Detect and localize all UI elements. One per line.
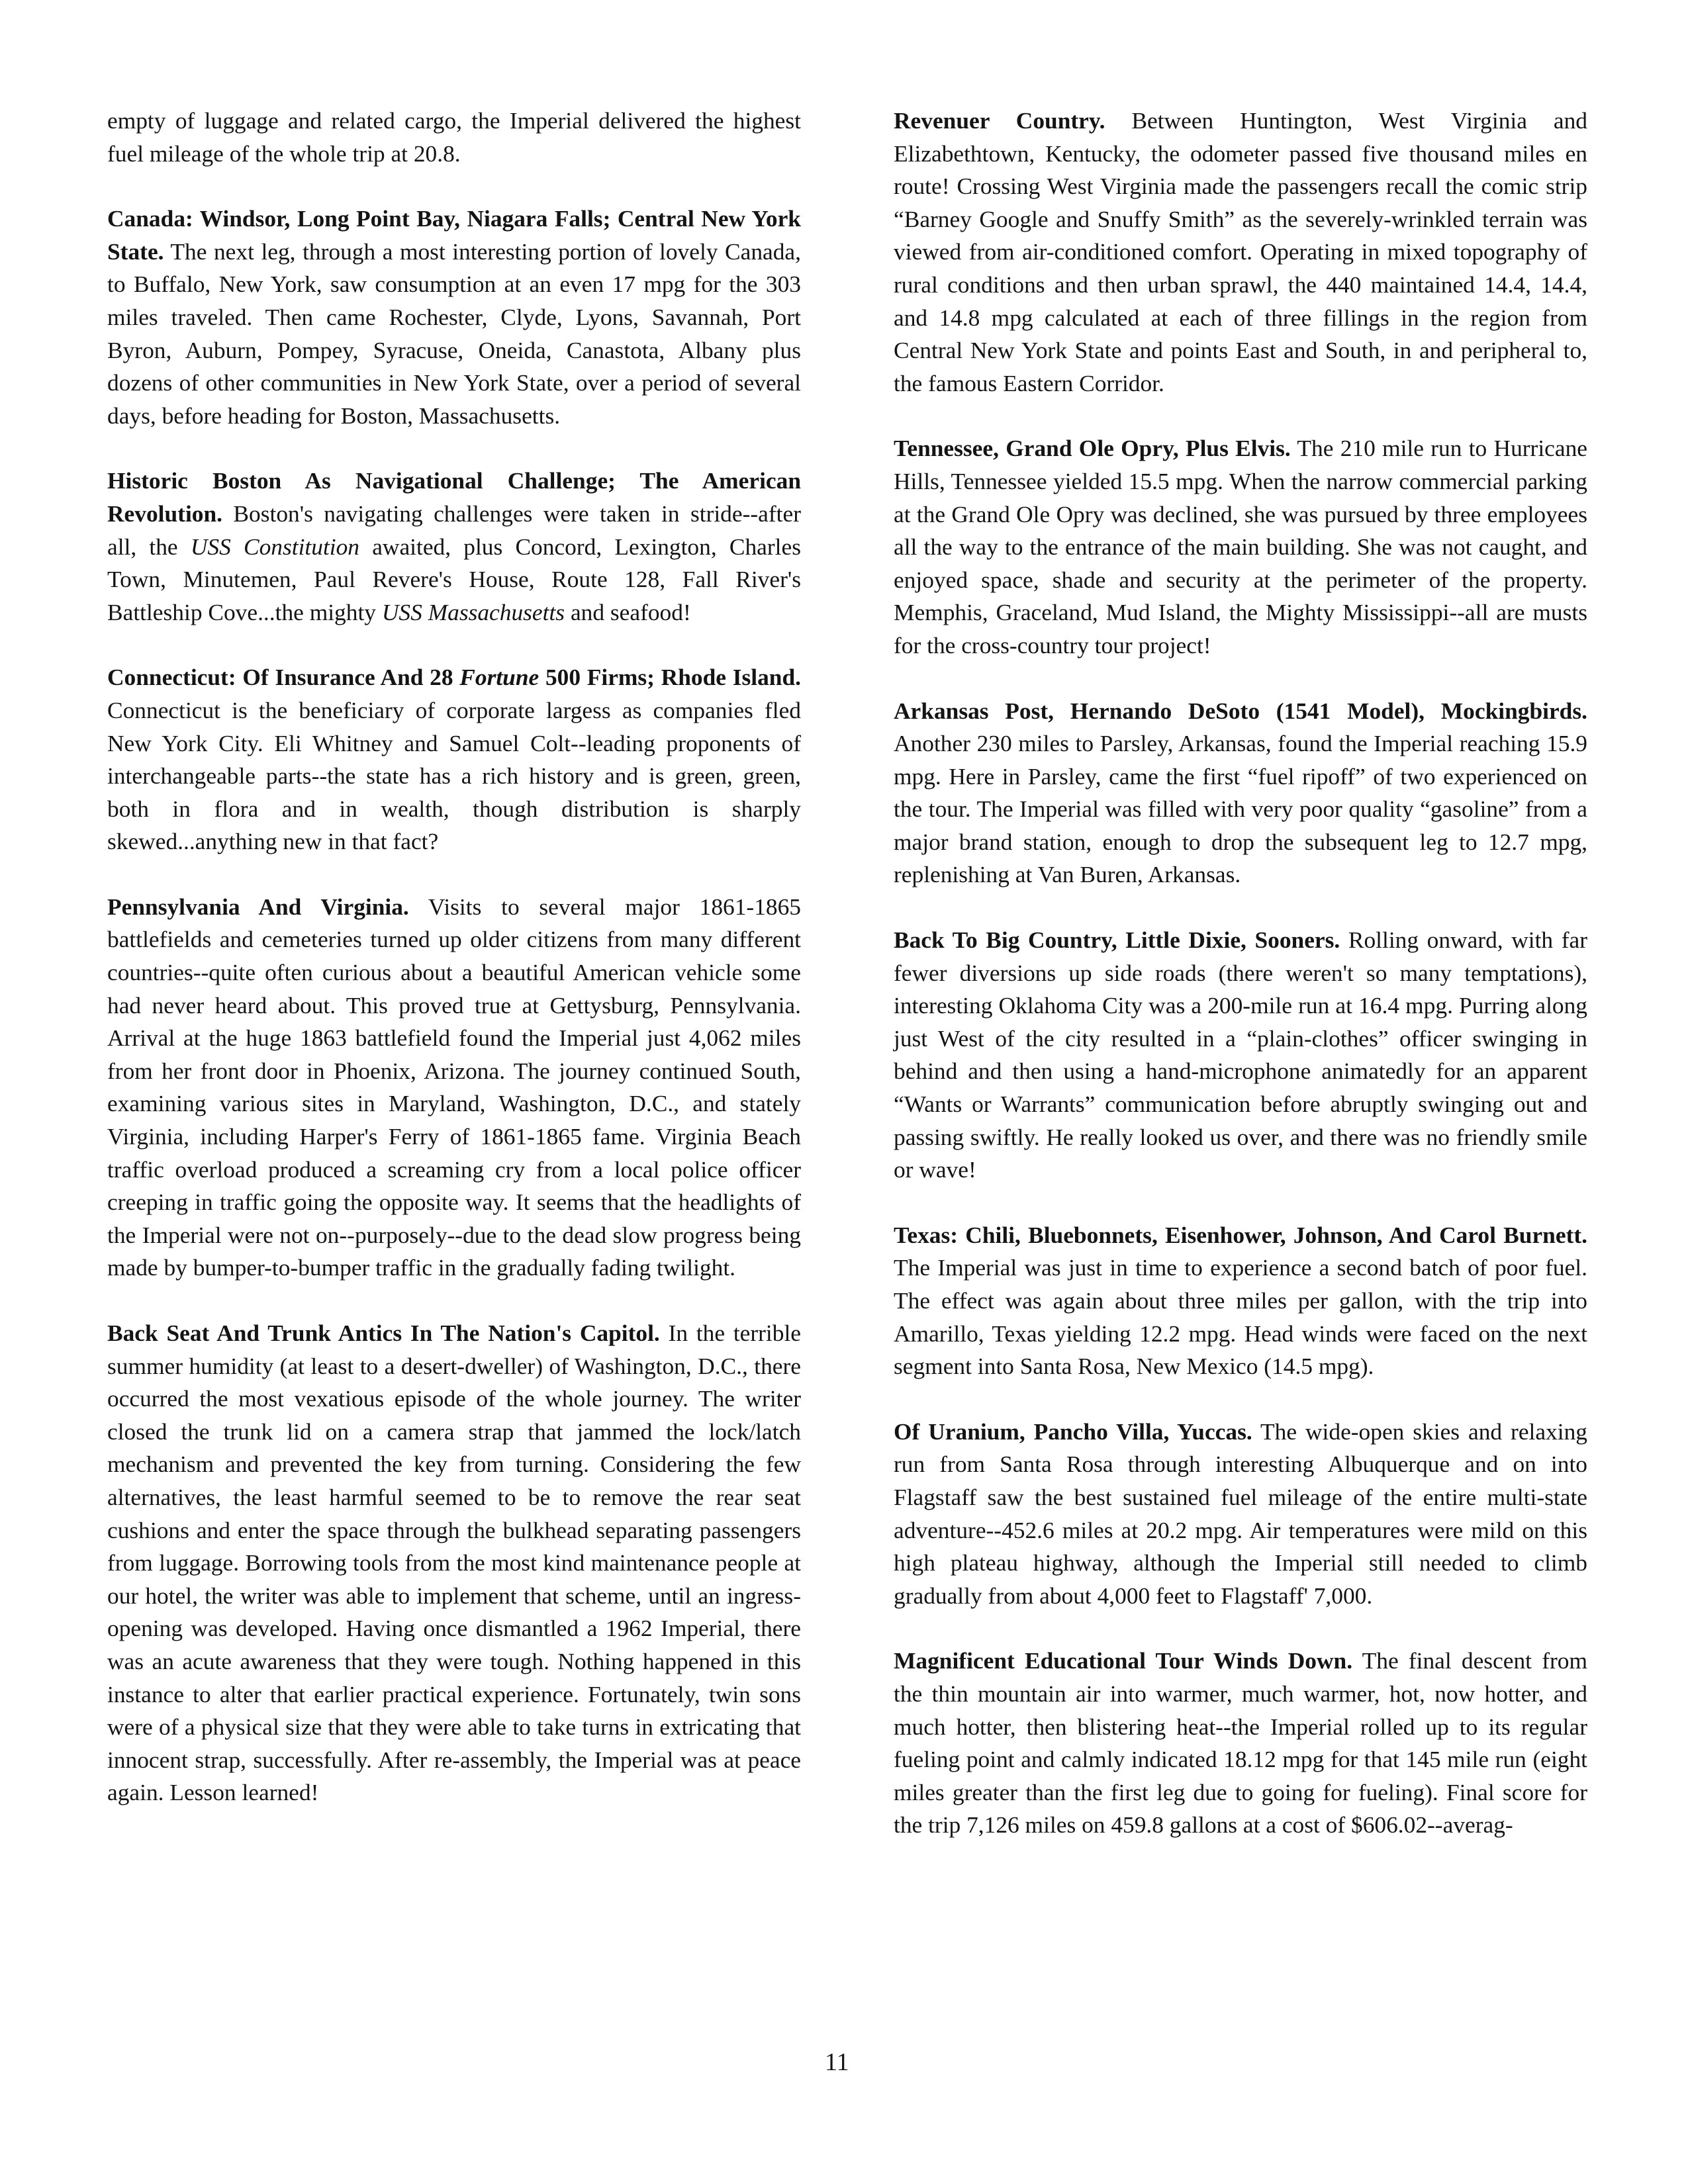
heading-part: Connecticut: Of Insurance And 28: [107, 664, 453, 691]
paragraph-heading: Magnificent Educational Tour Winds Down.: [894, 1647, 1353, 1674]
paragraph-heading: Arkansas Post, Hernando DeSoto (1541 Model), Mockingbirds.: [894, 697, 1587, 724]
paragraph-heading: Texas: Chili, Bluebonnets, Eisenhower, Johnson, And Carol Burnett.: [894, 1221, 1587, 1248]
paragraph-texas: [894, 1219, 1587, 1383]
paragraph-oklahoma: [894, 924, 1587, 1187]
paragraph-text: awaited, plus Concord, Lexington, Charles Town, Minutemen, Paul Revere's House, Route 128, Fall River's Battleship Cove...the mighty: [107, 533, 801, 625]
right-column: [894, 105, 1587, 1842]
paragraph-uranium: [894, 1416, 1587, 1613]
paragraph-tennessee: [894, 432, 1587, 662]
paragraph-text: and seafood!: [570, 598, 691, 625]
ship-name-constitution: USS Constitution: [190, 533, 359, 560]
paragraph-heading: Of Uranium, Pancho Villa, Yuccas.: [894, 1418, 1252, 1445]
paragraph-heading: Tennessee, Grand Ole Opry, Plus Elvis.: [894, 435, 1291, 462]
paragraph-text: The 210 mile run to Hurricane Hills, Tennessee yielded 15.5 mpg. When the narrow commercial parking at the Grand Ole Opry was declined, she was pursued by three employees all the way to the entrance of the main building. She was not caught, and enjoyed space, shade and security at the perimeter of the property. Memphis, Graceland, Mud Island, the Mighty Mississippi--all are musts for the cross-country tour project!: [894, 435, 1587, 659]
paragraph-text: Between Huntington, West Virginia and Elizabethtown, Kentucky, the odometer passed five thousand miles en route! Crossing West Virginia made the passengers recall the comic strip “Barney Google and Snuffy Smith” as the severely-wrinkled terrain was viewed from air-conditioned comfort. Operating in mixed topography of rural conditions and then urban sprawl, the 440 maintained 14.4, 14.4, and 14.8 mpg calculated at each of three fillings in the region from Central New York State and points East and South, in and peripheral to, the famous Eastern Corridor.: [894, 107, 1587, 396]
paragraph-pennsylvania: [107, 891, 801, 1285]
paragraph-text: Boston's navigating challenges were taken in stride--after all, the: [107, 500, 801, 560]
paragraph-arkansas: [894, 695, 1587, 892]
ship-name-massachusetts: USS Massachusetts: [381, 598, 565, 625]
paragraph-heading: Pennsylvania And Virginia.: [107, 893, 409, 920]
heading-part: 500 Firms; Rhode Island.: [545, 664, 801, 691]
page-number: 11: [825, 2048, 849, 2076]
paragraph-boston: [107, 465, 801, 629]
paragraph-heading: Canada: Windsor, Long Point Bay, Niagara Falls; Central New York State.: [107, 205, 801, 265]
paragraph-text: The next leg, through a most interesting portion of lovely Canada, to Buffalo, New York, saw consumption at an even 17 mpg for the 303 miles traveled. Then came Rochester, Clyde, Lyons, Savannah, Port Byron, Auburn, Pompey, Syracuse, Oneida, Canastota, Albany plus dozens of other communities in New York State, over a period of several days, before heading for Boston, Massachusetts.: [107, 238, 801, 429]
paragraph-heading: [107, 664, 801, 690]
paragraph-text: Connecticut is the beneficiary of corporate largess as companies fled New York City. Eli Whitney and Samuel Colt--leading proponents of interchangeable parts--the state has a rich history and is green, green, both in flora and in wealth, though distribution is sharply skewed...anything new in that fact?: [107, 696, 801, 855]
left-column: [107, 105, 801, 1809]
paragraph-heading: Revenuer Country.: [894, 107, 1105, 134]
paragraph-text: empty of luggage and related cargo, the Imperial delivered the highest fuel mileage of the whole trip at 20.8.: [107, 107, 801, 167]
paragraph-canada: [107, 203, 801, 432]
paragraph-text: The Imperial was just in time to experience a second batch of poor fuel. The effect was again about three miles per gallon, with the trip into Amarillo, Texas yielding 12.2 mpg. Head winds were faced on the next segment into Santa Rosa, New Mexico (14.5 mpg).: [894, 1254, 1587, 1380]
paragraph-text: The wide-open skies and relaxing run from Santa Rosa through interesting Albuquerque and on into Flagstaff saw the best sustained fuel mileage of the entire multi-state adventure--452.6 miles at 20.2 mpg. Air temperatures were mild on this high plateau highway, although the Imperial still needed to climb gradually from about 4,000 feet to Flagstaff' 7,000.: [894, 1418, 1588, 1609]
paragraph-text: The final descent from the thin mountain air into warmer, much warmer, hot, now hotter, and much hotter, then blistering heat--the Imperial rolled up to its regular fueling point and calmly indicated 18.12 mpg for that 145 mile run (eight miles greater than the first leg due to going for fueling). Final score for the trip 7,126 miles on 459.8 gallons at a cost of $606.02--averag-: [894, 1647, 1587, 1839]
paragraph-revenuer: [894, 105, 1587, 400]
paragraph-text: Visits to several major 1861-1865 battlefields and cemeteries turned up older citizens from many different countries--quite often curious about a beautiful American vehicle some had never heard about. This proved true at Gettysburg, Pennsylvania. Arrival at the huge 1863 battlefield found the Imperial just 4,062 miles from her front door in Phoenix, Arizona. The journey continued South, examining various sites in Maryland, Washington, D.C., and stately Virginia, including Harper's Ferry of 1861-1865 fame. Virginia Beach traffic overload produced a screaming cry from a local police officer creeping in traffic going the opposite way. It seems that the headlights of the Imperial were not on--purposely--due to the dead slow progress being made by bumper-to-bumper traffic in the gradually fading twilight.: [107, 893, 801, 1281]
paragraph-tour-winds-down: [894, 1645, 1587, 1842]
paragraph-back-seat: [107, 1317, 801, 1809]
paragraph-text: Rolling onward, with far fewer diversions up side roads (there weren't so many temptations), interesting Oklahoma City was a 200-mile run at 16.4 mpg. Purring along just West of the city resulted in a “plain-clothes” officer swinging in behind and then using a hand-microphone animatedly for an apparent “Wants or Warrants” communication before abruptly swinging out and passing swiftly. He really looked us over, and there was no friendly smile or wave!: [894, 927, 1587, 1183]
heading-italic: Fortune: [459, 664, 539, 691]
paragraph-connecticut: [107, 661, 801, 858]
paragraph-text: Another 230 miles to Parsley, Arkansas, found the Imperial reaching 15.9 mpg. Here in Parsley, came the first “fuel ripoff” of two experienced on the tour. The Imperial was filled with very poor quality “gasoline” from a major brand station, enough to drop the subsequent leg to 12.7 mpg, replenishing at Van Buren, Arkansas.: [894, 730, 1587, 888]
paragraph-heading: Historic Boston As Navigational Challenge; The American Revolution.: [107, 467, 801, 527]
paragraph-heading: Back To Big Country, Little Dixie, Sooners.: [894, 927, 1340, 954]
paragraph-heading: Back Seat And Trunk Antics In The Nation's Capitol.: [107, 1320, 660, 1346]
paragraph-continued: [107, 105, 801, 170]
paragraph-text: In the terrible summer humidity (at least to a desert-dweller) of Washington, D.C., there occurred the most vexatious episode of the whole journey. The writer closed the trunk lid on a camera strap that jammed the lock/latch mechanism and prevented the key from turning. Considering the few alternatives, the least harmful seemed to be to remove the rear seat cushions and enter the space through the bulkhead separating passengers from luggage. Borrowing tools from the most kind maintenance people at our hotel, the writer was able to implement that scheme, until an ingress-opening was developed. Having once dismantled a 1962 Imperial, there was an acute awareness that they were tough. Nothing happened in this instance to alter that earlier practical experience. Fortunately, twin sons were of a physical size that they were able to take turns in extricating that innocent strap, successfully. After re-assembly, the Imperial was at peace again. Lesson learned!: [107, 1320, 802, 1806]
